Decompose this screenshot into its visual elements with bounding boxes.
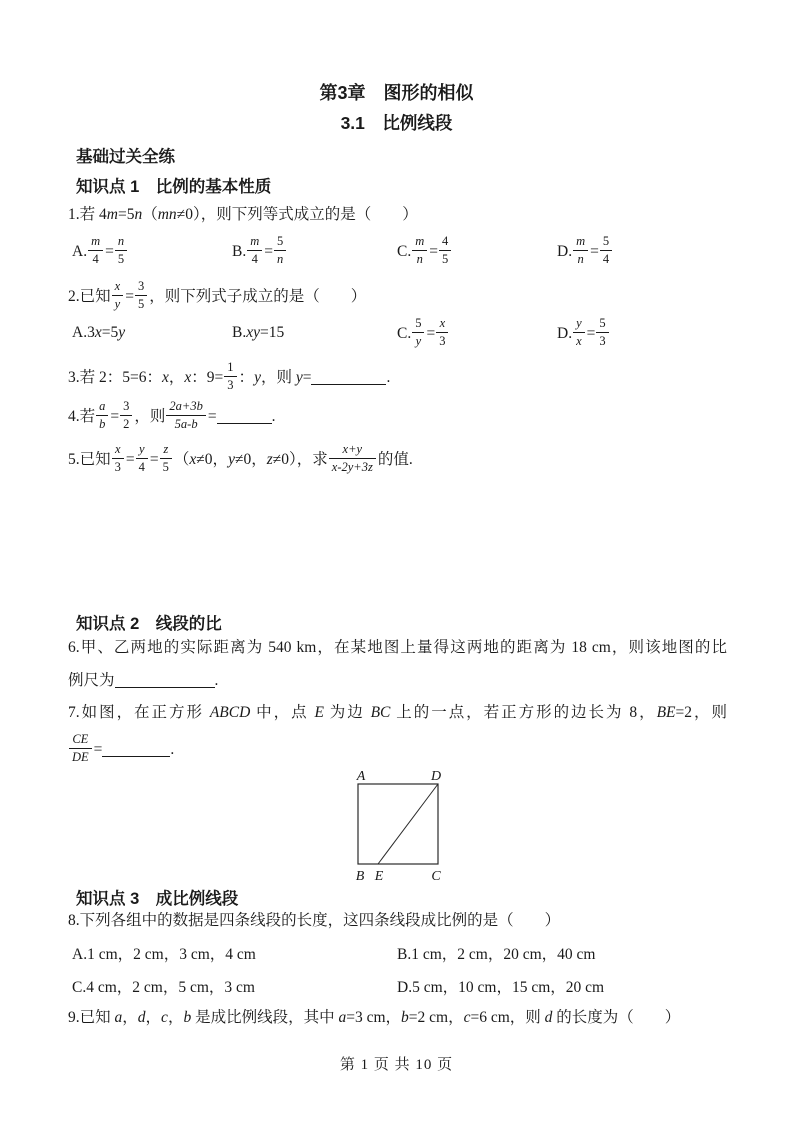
math-variable: xy [246,324,260,341]
fraction: $\frac{2a+3b}{5a-b}$ [166,399,205,432]
answer-blank [115,672,215,688]
fraction: $\frac{5}{3}$ [596,316,608,349]
practice-section-heading: 基础过关全练 [76,148,175,166]
q7-stem-line2: $\frac{CE}{DE}$ = . [68,734,174,767]
q8-option-c: C.4 cm，2 cm，5 cm，3 cm [72,979,255,996]
fraction: $\frac{x}{y}$ [112,279,124,312]
math-variable: x [184,368,192,386]
fraction: $\frac{m}{n}$ [573,234,588,267]
fraction: $\frac{y}{4}$ [136,442,148,475]
fraction: $\frac{CE}{DE}$ [69,732,92,765]
chapter-title: 第3章 图形的相似 [319,83,474,103]
math-variable: mn [157,206,177,223]
fraction: $\frac{m}{4}$ [247,234,262,267]
square-ABCD-figure [336,760,456,884]
lesson-title: 3.1 比例线段 [340,113,453,133]
answer-blank [102,741,170,757]
q2-option-d: D. $\frac{y}{x}$ = $\frac{5}{3}$ [557,318,611,351]
q1-option-a: A. $\frac{m}{4}$ = $\frac{n}{5}$ [72,236,129,269]
q8-option-a: A.1 cm，2 cm，3 cm，4 cm [72,946,256,963]
fraction: $\frac{5}{y}$ [412,316,424,349]
math-variable: z [266,450,273,468]
figure-label-B: B [355,869,365,884]
math-variable: ABCD [209,704,251,721]
q2-option-a: A.3x=5y [72,324,126,341]
math-variable: x [162,368,169,386]
math-variable: x [94,324,102,341]
fraction: $\frac{a}{b}$ [96,399,108,432]
fraction: $\frac{z}{5}$ [160,442,172,475]
fraction: $\frac{3}{2}$ [120,399,132,432]
answer-blank [311,369,386,385]
q6-stem-line1: 6.甲、乙两地的实际距离为 540 km，在某地图上量得这两地的距离为 18 cm，则该地图的比 [68,639,727,656]
fraction: $\frac{y}{x}$ [573,316,585,349]
q1-option-b: B. $\frac{m}{4}$ = $\frac{5}{n}$ [232,236,288,269]
figure-label-A: A [356,769,366,784]
math-variable: BE [656,704,676,721]
fraction: $\frac{m}{4}$ [88,234,103,267]
q7-stem-line1: 7.如图，在正方形 ABCD 中，点 E 为边 BC 上的一点，若正方形的边长为 8，BE=2，则 [68,704,727,721]
knowledge-point-2-heading: 知识点 2 线段的比 [76,615,222,633]
fraction: $\frac{5}{4}$ [600,234,612,267]
q1-option-d: D. $\frac{m}{n}$ = $\frac{5}{4}$ [557,236,614,269]
q2-option-b: B.xy=15 [232,324,285,341]
fraction: $\frac{5}{n}$ [274,234,286,267]
fraction: $\frac{x}{3}$ [436,316,448,349]
q8-stem: 8.下列各组中的数据是四条线段的长度，这四条线段成比例的是（ ） [68,912,561,929]
math-variable: y [254,368,261,386]
fraction: $\frac{x+y}{x-2y+3z}$ [329,442,376,475]
knowledge-point-1-heading: 知识点 1 比例的基本性质 [76,178,272,196]
q9-stem: 9.已知 a，d，c，b 是成比例线段，其中 a=3 cm，b=2 cm，c=6 cm，则 d 的长度为（ ） [68,1009,681,1026]
math-variable: c [161,1009,168,1026]
math-variable: y [118,324,126,341]
q8-option-d: D.5 cm，10 cm，15 cm，20 cm [397,979,605,996]
answer-blank [217,408,272,424]
fraction: $\frac{3}{5}$ [135,279,147,312]
fraction: $\frac{m}{n}$ [412,234,427,267]
fraction: $\frac{n}{5}$ [115,234,127,267]
figure-label-C: C [431,869,441,884]
figure-label-D: D [430,769,442,784]
q1-option-c: C. $\frac{m}{n}$ = $\frac{4}{5}$ [397,236,453,269]
math-variable: d [544,1009,553,1026]
fraction: $\frac{x}{3}$ [112,442,124,475]
math-variable: a [114,1009,123,1026]
knowledge-point-3-heading: 知识点 3 成比例线段 [76,890,239,908]
q2-stem: 2.已知 $\frac{x}{y}$ = $\frac{3}{5}$ ，则下列式子成立的是（ ） [68,279,367,311]
math-variable: BC [370,704,391,721]
q2-option-c: C. $\frac{5}{y}$ = $\frac{x}{3}$ [397,318,450,351]
math-variable: b [401,1009,409,1026]
q8-option-b: B.1 cm，2 cm，20 cm，40 cm [397,946,596,963]
math-variable: x [189,450,197,468]
math-variable: a [338,1009,347,1026]
math-variable: y [295,368,303,386]
square-outline [358,784,438,864]
math-variable: b [183,1009,192,1026]
q5-stem: 5.已知 $\frac{x}{3}$ = $\frac{y}{4}$ = $\frac{z}{5}$ （x≠0，y≠0，z≠0），求 $\frac{x+y}{x-2y+3z}$ 的值. [68,442,413,474]
q6-stem-line2: 例尺为 . [68,672,219,689]
math-variable: n [134,206,143,223]
figure-label-E: E [374,869,384,884]
math-variable: c [463,1009,471,1026]
segment-DE [378,784,438,864]
fraction: $\frac{4}{5}$ [439,234,451,267]
math-variable: m [106,206,118,223]
q4-stem: 4.若 $\frac{a}{b}$ = $\frac{3}{2}$ ，则 $\frac{2a+3b}{5a-b}$ = . [68,399,276,431]
page-footer: 第 1 页 共 10 页 [339,1057,454,1073]
math-variable: E [314,704,324,721]
fraction: $\frac{1}{3}$ [224,360,236,393]
q1-stem: 1.若 4m=5n（mn≠0），则下列等式成立的是（ ） [68,206,418,223]
q3-stem: 3.若 2：5=6：x，x：9= $\frac{1}{3}$ ：y，则 y= . [68,360,391,392]
math-variable: y [228,450,235,468]
math-variable: d [137,1009,146,1026]
